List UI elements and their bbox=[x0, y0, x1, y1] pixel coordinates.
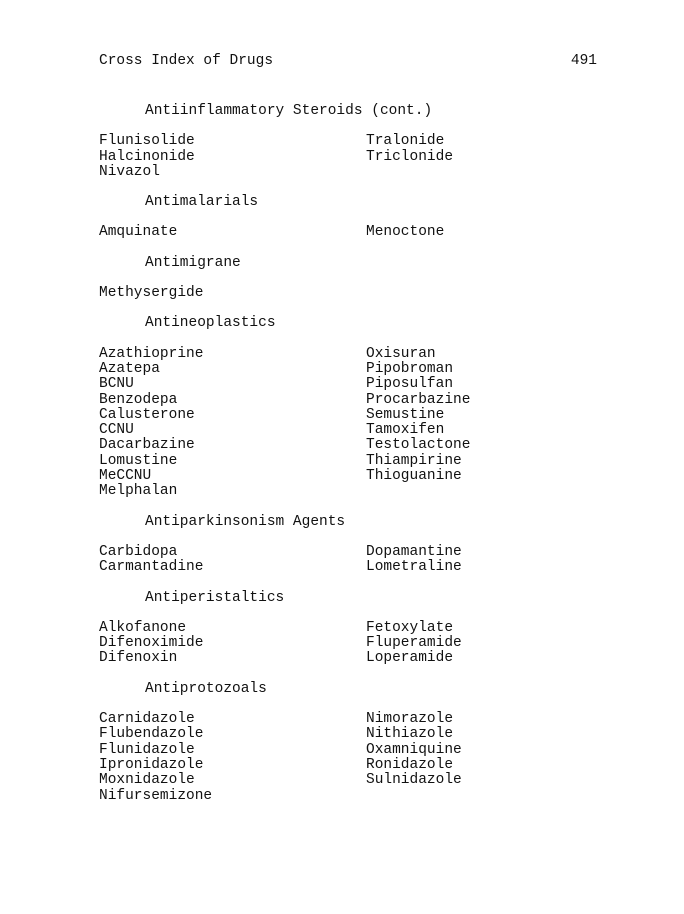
drug-list bbox=[99, 712, 599, 804]
drug-name: Testolactone bbox=[366, 437, 471, 454]
drug-name: Nimorazole bbox=[366, 711, 454, 728]
drug-name: MeCCNU bbox=[99, 468, 152, 485]
drug-category-section bbox=[99, 104, 599, 180]
drug-name: Pipobroman bbox=[366, 360, 454, 377]
drug-list bbox=[99, 545, 599, 576]
drug-name: Flubendazole bbox=[99, 726, 204, 743]
drug-name: Thioguanine bbox=[366, 468, 462, 485]
empty-cell bbox=[366, 484, 599, 499]
drug-category-section bbox=[99, 256, 599, 302]
drug-name: Calusterone bbox=[99, 406, 195, 423]
drug-name: Oxamniquine bbox=[366, 741, 462, 758]
drug-list bbox=[99, 347, 599, 500]
drug-index-content bbox=[99, 104, 599, 804]
drug-name: Tralonide bbox=[366, 133, 445, 150]
drug-name: BCNU bbox=[99, 376, 134, 393]
drug-name: Nivazol bbox=[99, 163, 160, 180]
drug-name: Sulnidazole bbox=[366, 772, 462, 789]
drug-name: Ipronidazole bbox=[99, 756, 204, 773]
drug-name: Loperamide bbox=[366, 650, 454, 667]
drug-name: Carmantadine bbox=[99, 559, 204, 576]
drug-name: Azathioprine bbox=[99, 345, 204, 362]
drug-category-section bbox=[99, 195, 599, 241]
drug-name: Alkofanone bbox=[99, 619, 187, 636]
drug-name: Carbidopa bbox=[99, 543, 178, 560]
drug-category-section bbox=[99, 515, 599, 576]
drug-name: Oxisuran bbox=[366, 345, 436, 362]
category-heading: Antiinflammatory Steroids (cont.) bbox=[145, 103, 433, 119]
category-heading: Antiperistaltics bbox=[145, 589, 285, 606]
category-heading: Antineoplastics bbox=[145, 315, 276, 332]
drug-name: Fluperamide bbox=[366, 635, 462, 652]
drug-name: Melphalan bbox=[99, 483, 178, 500]
drug-name: Dopamantine bbox=[366, 543, 462, 560]
drug-name: Lometraline bbox=[366, 559, 462, 576]
drug-name: Flunisolide bbox=[99, 133, 195, 150]
drug-list bbox=[99, 286, 599, 301]
drug-name: Moxnidazole bbox=[99, 772, 195, 789]
drug-name: Thiampirine bbox=[366, 452, 462, 469]
drug-name: Dacarbazine bbox=[99, 437, 195, 454]
drug-name: Menoctone bbox=[366, 224, 445, 241]
category-heading: Antimalarials bbox=[145, 194, 259, 211]
drug-category-section bbox=[99, 682, 599, 804]
drug-name: Difenoximide bbox=[99, 635, 204, 652]
empty-cell bbox=[366, 165, 599, 180]
drug-name: Azatepa bbox=[99, 360, 160, 377]
page-header bbox=[99, 53, 597, 73]
category-heading: Antiprotozoals bbox=[145, 680, 267, 697]
drug-category-section bbox=[99, 316, 599, 499]
drug-name: Fetoxylate bbox=[366, 619, 454, 636]
drug-list bbox=[99, 134, 599, 180]
empty-cell bbox=[366, 789, 599, 804]
drug-name: Nithiazole bbox=[366, 726, 454, 743]
drug-name: Piposulfan bbox=[366, 376, 454, 393]
drug-name: Semustine bbox=[366, 406, 445, 423]
drug-name: CCNU bbox=[99, 422, 134, 439]
category-heading: Antimigrane bbox=[145, 254, 241, 271]
drug-name: Difenoxin bbox=[99, 650, 178, 667]
category-heading: Antiparkinsonism Agents bbox=[145, 513, 346, 530]
page-number: 491 bbox=[570, 53, 597, 69]
drug-name: Procarbazine bbox=[366, 391, 471, 408]
drug-name: Triclonide bbox=[366, 148, 454, 165]
drug-name: Lomustine bbox=[99, 452, 178, 469]
running-title: Cross Index of Drugs bbox=[99, 53, 274, 69]
drug-name: Halcinonide bbox=[99, 148, 195, 165]
drug-name: Carnidazole bbox=[99, 711, 195, 728]
drug-name: Ronidazole bbox=[366, 756, 454, 773]
drug-name: Amquinate bbox=[99, 224, 178, 241]
drug-name: Flunidazole bbox=[99, 741, 195, 758]
empty-cell bbox=[366, 286, 599, 301]
drug-name: Methysergide bbox=[99, 285, 204, 302]
drug-name: Nifursemizone bbox=[99, 787, 213, 804]
drug-list bbox=[99, 621, 599, 667]
drug-list bbox=[99, 225, 599, 240]
drug-name: Benzodepa bbox=[99, 391, 178, 408]
drug-name: Tamoxifen bbox=[366, 422, 445, 439]
drug-category-section bbox=[99, 591, 599, 667]
